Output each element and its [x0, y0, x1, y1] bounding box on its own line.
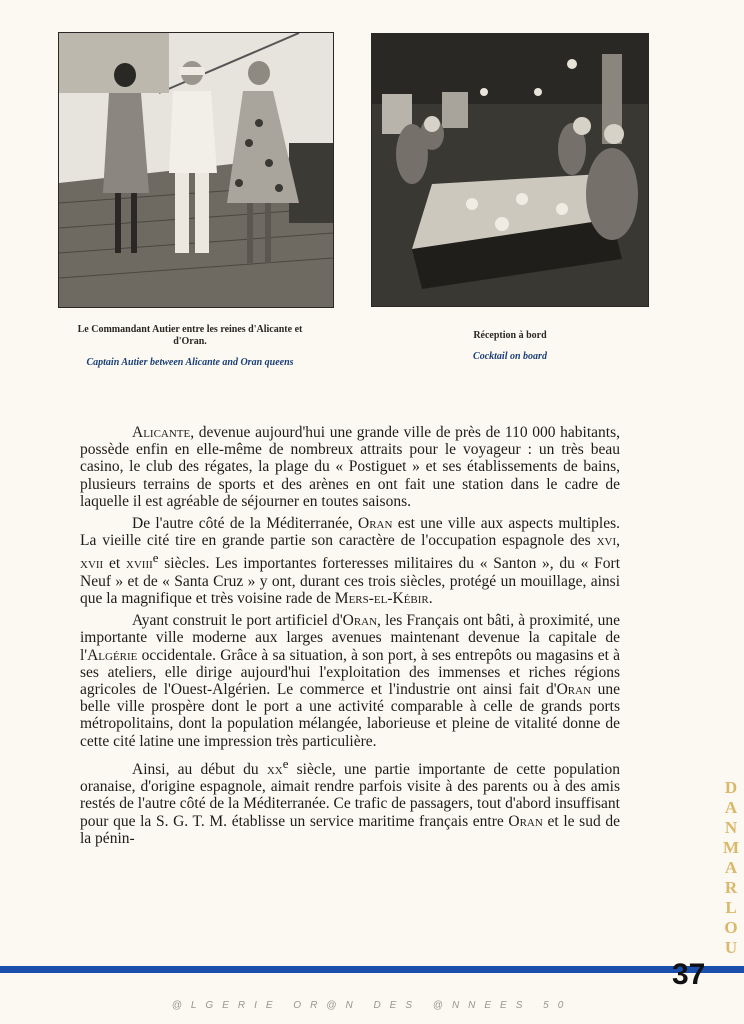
footer-credit: @LGERIE OR@N DES @NNEES 50	[171, 1000, 573, 1011]
caption-left-english: Captain Autier between Alicante and Oran queens	[86, 357, 294, 368]
paragraph-text: .	[428, 589, 433, 607]
caption-right-french: Réception à bord	[473, 330, 547, 341]
caption-right-english: Cocktail on board	[473, 351, 547, 362]
paragraph-twentieth-century	[80, 755, 620, 847]
paragraph-text: et	[103, 555, 126, 573]
paragraph-text: occidentale. Grâce à sa situation, à son port, à ses entrepôts ou magasins et à ses ateliers, elle dirige aujourd'hui l'exploitation des immenses et riches régions agricoles de l'Ouest-Algérien. Le commerce et l'industrie ont ainsi fait d'	[80, 646, 620, 698]
superscript: e	[282, 755, 289, 771]
caption-right	[410, 330, 610, 363]
paragraph-oran	[80, 515, 620, 607]
paragraph-text: , les Français ont bâti, à proximité, une importante ville moderne aux larges avenues maintenant devenue la capitale de l'	[80, 612, 620, 664]
paragraph-text: De l'autre côté de la Méditerranée,	[132, 515, 358, 533]
place-name: Mers-el-Kébir	[334, 589, 429, 607]
paragraph-text: est une ville aux aspects multiples. La vieille cité tire en grande partie son caractère de l'occupation espagnole des	[80, 515, 620, 550]
paragraph-text: et le sud de la pénin-	[80, 812, 620, 847]
roman-numerals: xviii	[125, 555, 153, 573]
photo-captain-queens-icon	[59, 33, 333, 307]
place-name: Algérie	[87, 646, 138, 664]
paragraph-alicante	[80, 424, 620, 510]
superscript: e	[152, 550, 159, 566]
paragraph-text: , devenue aujourd'hui une grande ville de près de 110 000 habitants, possède enfin en elle-même de nombreux attraits pour le voyageur : un très beau casino, le club des régates, la plage du « Postiguet » et ses établissements de bains, plusieurs terrains de sports et des arènes en ont fait une station dans le cadre de laquelle il est agréable de séjourner en toutes saisons.	[80, 424, 620, 510]
paragraph-text: une belle ville prospère dont le port a une activité comparable à celle de grands ports métropolitains, dont la population mélangée, laborieuse et pleine de vitalité donne de cette cité latine une impression très particulière.	[80, 681, 620, 750]
paragraph-text: Ayant construit le port artificiel d'	[132, 612, 343, 630]
place-name: Oran	[342, 612, 378, 630]
roman-numerals: xx	[266, 760, 283, 778]
paragraph-text: siècles. Les importantes forteresses militaires du « Santon », du « Fort Neuf » et de « Santa Cruz » y ont, durant ces trois siècles, protégé un mouillage, ainsi que la magnifique et très voisine rade de	[80, 555, 620, 607]
watermark: DANMARLOU	[722, 778, 740, 957]
paragraph-text: siècle, une partie importante de cette population oranaise, d'origine espagnole, aimait rendre parfois visite à des parents ou à des amis restés de l'autre côté de la Méditerranée. Ce trafic de passagers, tout d'abord insuffisant pour que la S. G. T. M. établisse un service maritime français entre	[80, 760, 620, 830]
lead-word: Alicante	[132, 424, 191, 441]
caption-left	[60, 324, 320, 369]
photo-captain-queens	[58, 32, 334, 308]
place-name: Oran	[358, 515, 393, 533]
article-body	[80, 424, 620, 852]
photo-reception	[371, 33, 649, 307]
roman-numerals: xvi, xvii	[80, 532, 620, 573]
footer-rule	[0, 966, 744, 973]
photo-reception-icon	[372, 34, 648, 306]
paragraph-text: Ainsi, au début du	[132, 760, 267, 778]
place-name: Oran	[556, 681, 592, 698]
caption-left-french: Le Commandant Autier entre les reines d'Alicante et d'Oran.	[77, 324, 303, 347]
place-name: Oran	[508, 812, 543, 830]
paragraph-french-port	[80, 612, 620, 750]
page-number: 37	[672, 958, 706, 991]
